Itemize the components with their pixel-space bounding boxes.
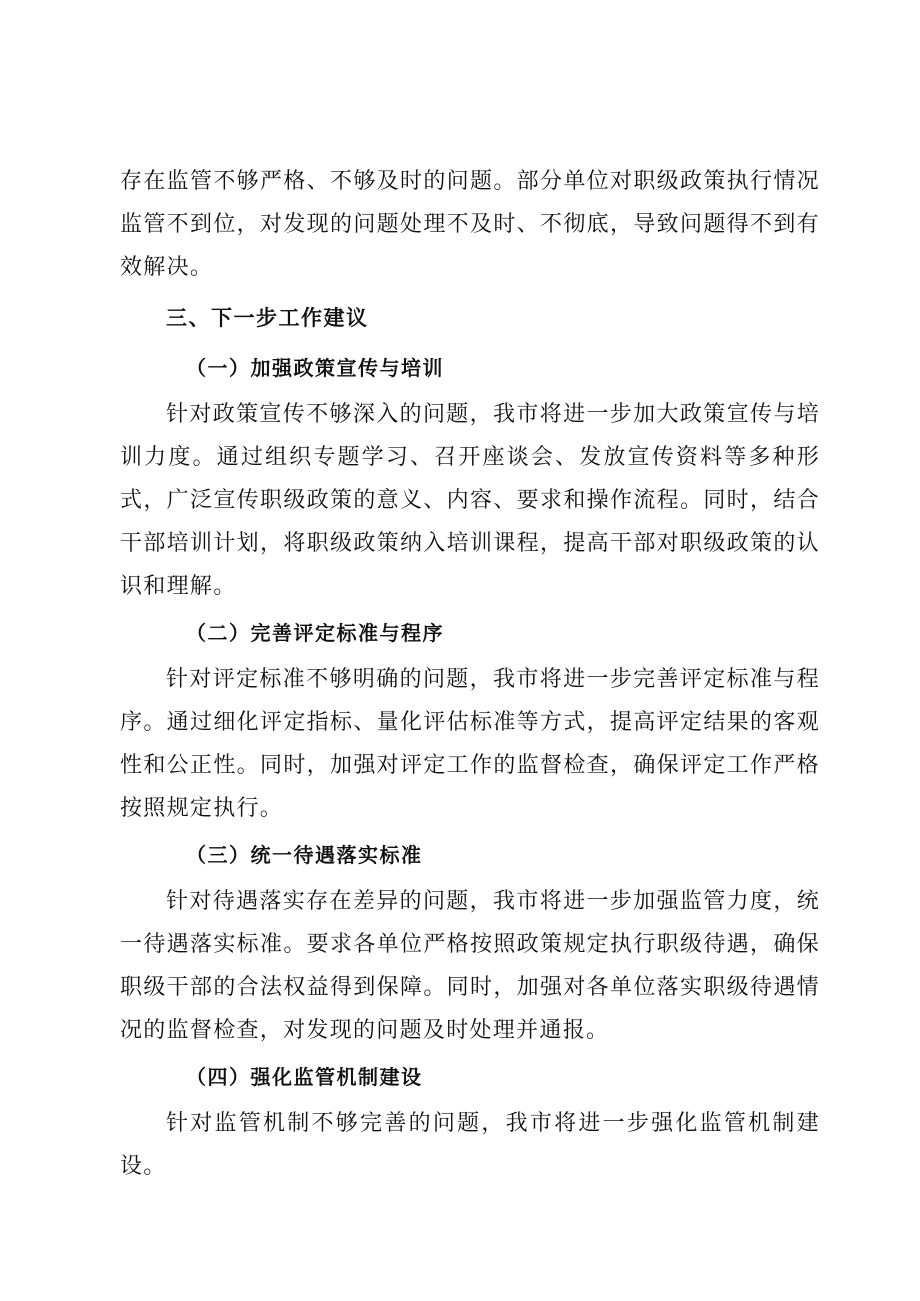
- intro-paragraph: 存在监管不够严格、不够及时的问题。部分单位对职级政策执行情况监管不到位，对发现的问题处理不及时、不彻底，导致问题得不到有效解决。: [120, 169, 820, 280]
- subsection-body-3: 针对待遇落实存在差异的问题，我市将进一步加强监管力度，统一待遇落实标准。要求各单位严格按照政策规定执行职级待遇，确保职级干部的合法权益得到保障。同时，加强对各单位落实职级待遇情况的监督检查，对发现的问题及时处理并通报。: [120, 889, 820, 1043]
- document-body: [120, 160, 820, 1188]
- subsection-body-1: 针对政策宣传不够深入的问题，我市将进一步加大政策宣传与培训力度。通过组织专题学习、召开座谈会、发放宣传资料等多种形式，广泛宣传职级政策的意义、内容、要求和操作流程。同时，结合干部培训计划，将职级政策纳入培训课程，提高干部对职级政策的认识和理解。: [120, 402, 820, 599]
- subsection-heading-3: （三）统一待遇落实标准: [186, 843, 423, 867]
- section-heading: 三、下一步工作建议: [166, 306, 369, 330]
- subsection-heading-4: （四）强化监管机制建设: [186, 1065, 423, 1089]
- subsection-heading-2: （二）完善评定标准与程序: [186, 621, 444, 645]
- subsection-body-4: 针对监管机制不够完善的问题，我市将进一步强化监管机制建设。: [120, 1111, 820, 1179]
- subsection-heading-1: （一）加强政策宣传与培训: [186, 356, 444, 380]
- subsection-body-2: 针对评定标准不够明确的问题，我市将进一步完善评定标准与程序。通过细化评定指标、量化评估标准等方式，提高评定结果的客观性和公正性。同时，加强对评定工作的监督检查，确保评定工作严格按照规定执行。: [120, 667, 820, 821]
